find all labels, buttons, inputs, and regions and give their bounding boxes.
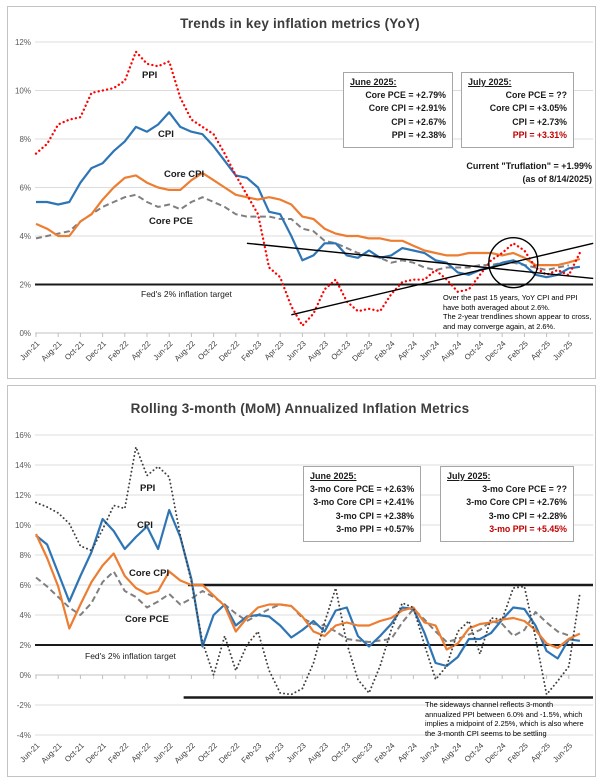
svg-text:2%: 2% (19, 280, 31, 290)
svg-text:Jun-21: Jun-21 (18, 339, 42, 363)
svg-text:Aug-22: Aug-22 (172, 741, 197, 766)
box-row: 3-mo PPI = +0.57% (336, 524, 414, 535)
box-row: Core CPI = +3.05% (489, 103, 567, 114)
svg-text:Jun-23: Jun-23 (284, 741, 308, 765)
note-line: The 2-year trendlines shown appear to cross, (443, 312, 592, 322)
svg-text:10%: 10% (14, 86, 31, 96)
box-row: 3-mo Core CPI = +2.41% (313, 497, 414, 508)
svg-text:Oct-22: Oct-22 (196, 741, 220, 764)
svg-text:Apr-22: Apr-22 (129, 339, 153, 362)
svg-text:Jun-24: Jun-24 (417, 339, 442, 363)
svg-text:Feb-23: Feb-23 (239, 339, 264, 363)
svg-text:6%: 6% (19, 183, 31, 193)
svg-text:Dec-23: Dec-23 (350, 339, 375, 364)
june-2025-mom-box (303, 466, 421, 542)
note-line: the 3-month CPI seems to be settling (425, 729, 547, 739)
box-title: July 2025: (468, 77, 512, 87)
channel-note (425, 700, 584, 739)
svg-text:Feb-25: Feb-25 (505, 741, 530, 765)
svg-text:0%: 0% (19, 671, 31, 680)
svg-text:Jun-25: Jun-25 (550, 741, 575, 765)
svg-text:2%: 2% (19, 641, 31, 650)
svg-text:Jun-21: Jun-21 (18, 741, 42, 765)
truflation-date: (as of 8/14/2025) (522, 173, 592, 184)
svg-text:14%: 14% (14, 461, 31, 470)
svg-text:CPI: CPI (158, 129, 174, 140)
svg-text:Aug-24: Aug-24 (439, 339, 464, 364)
box-row-ppi: 3-mo PPI = +5.45% (489, 524, 567, 535)
svg-text:4%: 4% (19, 232, 31, 241)
svg-text:Dec-21: Dec-21 (83, 741, 109, 766)
box-row: Core CPI = +2.91% (368, 103, 446, 114)
svg-text:Dec-22: Dec-22 (217, 741, 242, 766)
svg-text:Oct-23: Oct-23 (329, 339, 353, 362)
svg-text:6%: 6% (19, 581, 31, 590)
svg-text:Apr-25: Apr-25 (529, 741, 553, 764)
svg-text:Apr-24: Apr-24 (395, 339, 419, 362)
box-row: PPI = +2.38% (391, 130, 446, 141)
svg-text:16%: 16% (14, 431, 31, 440)
june-2025-yoy-box (343, 72, 453, 148)
svg-text:Apr-22: Apr-22 (129, 741, 153, 764)
svg-text:12%: 12% (14, 491, 31, 500)
svg-text:8%: 8% (19, 551, 31, 560)
svg-text:Oct-24: Oct-24 (462, 741, 486, 764)
svg-text:PPI: PPI (140, 483, 156, 494)
svg-text:Oct-24: Oct-24 (462, 339, 486, 362)
svg-text:-4%: -4% (16, 731, 31, 740)
svg-text:Dec-22: Dec-22 (217, 339, 242, 364)
note-line: implies a midpoint of 2.25%, which is also where (425, 719, 584, 729)
svg-text:Aug-24: Aug-24 (439, 741, 464, 766)
svg-text:Jun-22: Jun-22 (151, 339, 175, 363)
svg-text:Aug-21: Aug-21 (39, 741, 64, 766)
svg-text:10%: 10% (14, 521, 31, 530)
svg-text:Fed's 2% inflation target: Fed's 2% inflation target (141, 289, 232, 299)
svg-text:Aug-23: Aug-23 (305, 339, 331, 364)
svg-text:Aug-21: Aug-21 (39, 339, 64, 364)
box-row: 3-mo CPI = +2.28% (488, 510, 567, 521)
box-title: July 2025: (447, 471, 491, 481)
box-row: Core PCE = +2.79% (365, 90, 446, 100)
svg-text:Dec-24: Dec-24 (483, 339, 508, 364)
trendline-note (443, 293, 591, 332)
svg-text:Fed's 2% inflation target: Fed's 2% inflation target (85, 651, 176, 661)
svg-text:Apr-23: Apr-23 (262, 339, 286, 362)
svg-text:Feb-23: Feb-23 (239, 741, 264, 765)
yoy-chart-title: Trends in key inflation metrics (YoY) (180, 16, 420, 31)
svg-text:Dec-24: Dec-24 (483, 741, 508, 766)
svg-text:Feb-22: Feb-22 (106, 741, 131, 765)
july-2025-mom-box (440, 466, 574, 542)
svg-text:-2%: -2% (16, 701, 31, 710)
svg-text:PPI: PPI (142, 70, 158, 81)
mom-chart-title: Rolling 3-month (MoM) Annualized Inflation Metrics (130, 401, 470, 416)
svg-text:Feb-24: Feb-24 (372, 339, 397, 363)
svg-text:CPI: CPI (137, 520, 153, 531)
box-row: 3-mo Core PCE = +2.63% (310, 484, 415, 494)
note-line: annualized PPI between 6.0% and -1.5%, which (425, 709, 583, 719)
svg-text:Core CPI: Core CPI (129, 568, 170, 579)
svg-text:Aug-23: Aug-23 (305, 741, 331, 766)
box-title: June 2025: (310, 471, 357, 481)
svg-text:4%: 4% (19, 611, 31, 620)
svg-text:Jun-22: Jun-22 (151, 741, 175, 765)
box-row: CPI = +2.67% (391, 116, 446, 127)
svg-text:Oct-21: Oct-21 (62, 741, 86, 764)
svg-text:Oct-22: Oct-22 (196, 339, 220, 362)
svg-text:8%: 8% (19, 135, 31, 144)
note-line: have both averaged about 2.6%. (443, 302, 550, 312)
box-row: Core PCE = ?? (505, 90, 567, 100)
svg-text:Oct-23: Oct-23 (329, 741, 353, 764)
svg-text:Jun-25: Jun-25 (550, 339, 575, 363)
svg-text:Aug-22: Aug-22 (172, 339, 197, 364)
note-line: The sideways channel reflects 3-month (425, 700, 554, 709)
svg-text:Jun-23: Jun-23 (284, 339, 308, 363)
svg-text:Core PCE: Core PCE (125, 614, 169, 625)
truflation-note (392, 160, 592, 185)
july-2025-yoy-box (461, 72, 574, 148)
svg-text:Apr-25: Apr-25 (529, 339, 553, 362)
svg-text:Apr-24: Apr-24 (395, 741, 419, 764)
svg-text:Oct-21: Oct-21 (62, 339, 86, 362)
svg-text:0%: 0% (19, 329, 31, 338)
truflation-line: Current "Truflation" = +1.99% (466, 161, 592, 171)
svg-text:Core PCE: Core PCE (149, 216, 193, 227)
box-row: 3-mo CPI = +2.38% (335, 510, 414, 521)
svg-text:Apr-23: Apr-23 (262, 741, 286, 764)
svg-text:12%: 12% (14, 38, 31, 47)
svg-text:Dec-23: Dec-23 (350, 741, 375, 766)
svg-text:Feb-24: Feb-24 (372, 741, 397, 765)
svg-text:Jun-24: Jun-24 (417, 741, 442, 765)
svg-text:Feb-22: Feb-22 (106, 339, 131, 363)
box-row-ppi: PPI = +3.31% (512, 130, 567, 141)
svg-text:Core CPI: Core CPI (164, 169, 205, 180)
svg-text:Dec-21: Dec-21 (83, 339, 109, 364)
box-row: 3-mo Core CPI = +2.76% (466, 497, 567, 508)
note-line: and may converge again, at 2.6%. (443, 322, 556, 332)
box-row: 3-mo Core PCE = ?? (482, 484, 567, 494)
box-row: CPI = +2.73% (512, 116, 567, 127)
box-title: June 2025: (350, 77, 397, 87)
note-line: Over the past 15 years, YoY CPI and PPI (443, 293, 578, 302)
svg-text:Feb-25: Feb-25 (505, 339, 530, 363)
